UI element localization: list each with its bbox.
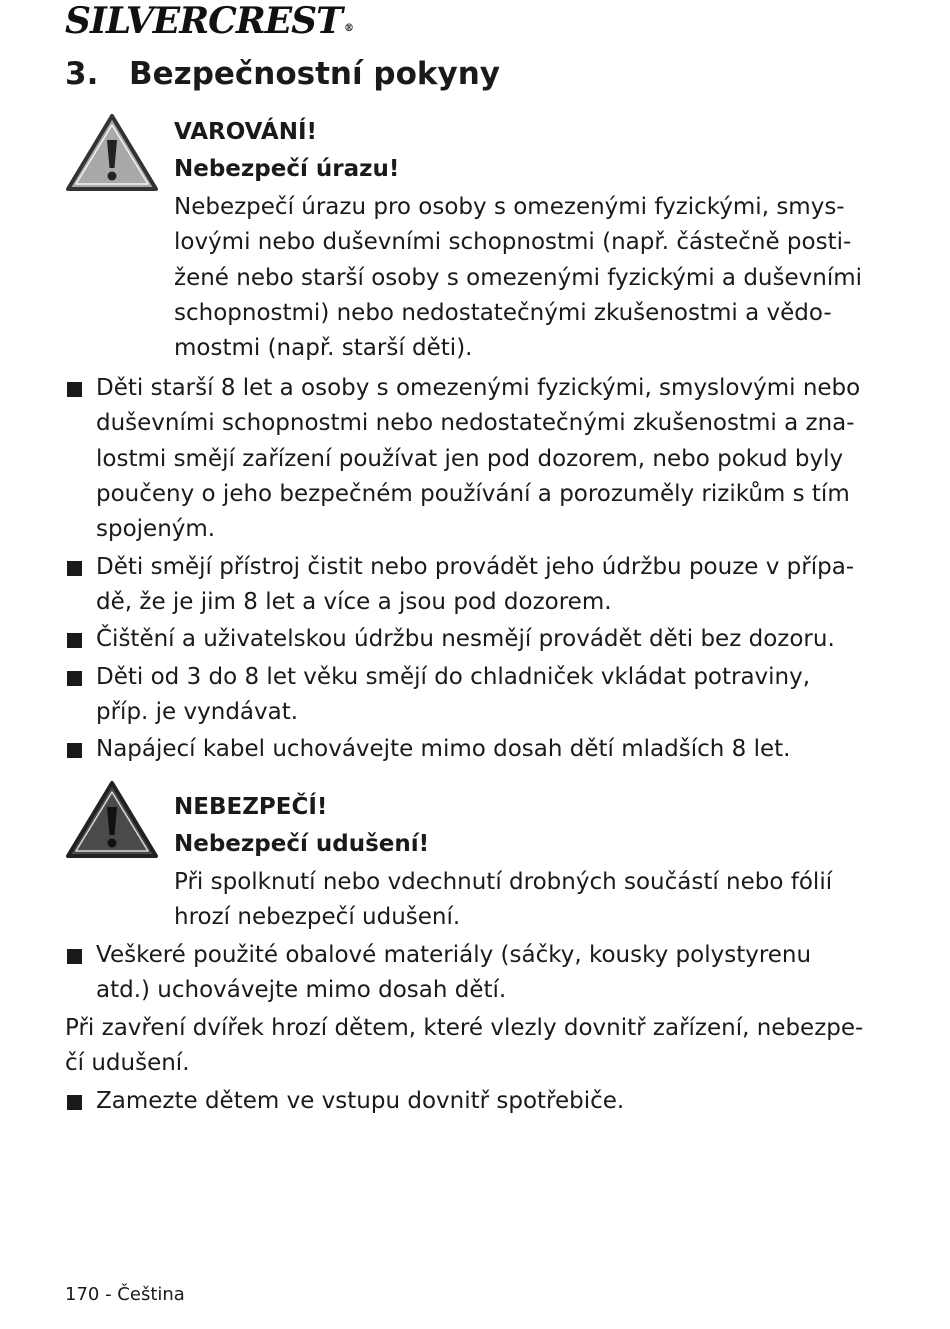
bullet-square-icon: [67, 382, 82, 397]
list-item: [65, 371, 885, 549]
page-footer: 170 - Čeština: [65, 1284, 185, 1305]
bullet-square-icon: [67, 561, 82, 576]
text-line: Při zavření dvířek hrozí dětem, které vlezly dovnitř zařízení, nebezpe-: [65, 1015, 864, 1041]
bullet-square-icon: [67, 949, 82, 964]
text-line: Děti starší 8 let a osoby s omezenými fyzickými, smyslovými nebo: [96, 375, 861, 401]
warning-triangle-icon: [65, 779, 159, 859]
text-line: schopnostmi) nebo nedostatečnými zkušenostmi a vědo-: [174, 299, 832, 326]
list-item-text: [96, 732, 886, 767]
section-heading: [65, 52, 500, 96]
warning-block-injury: [174, 114, 874, 366]
bullet-square-icon: [67, 743, 82, 758]
warning-subtitle: Nebezpečí udušení!: [174, 831, 430, 857]
list-item-text: [96, 371, 886, 547]
list-item-text: [96, 660, 886, 731]
list-item: [65, 660, 885, 732]
text-line: poučeny o jeho bezpečném používání a porozuměly rizikům s tím: [96, 480, 850, 507]
text-line: Děti smějí přístroj čistit nebo provádět jeho údržbu pouze v přípa-: [96, 554, 855, 580]
section-title: Bezpečnostní pokyny: [129, 56, 501, 92]
warning-label: VAROVÁNÍ!: [174, 119, 318, 145]
text-line: duševními schopnostmi nebo nedostatečnými zkušenostmi a zna-: [96, 410, 855, 437]
warning-text: [174, 865, 874, 936]
warning-text: [174, 190, 874, 366]
plain-paragraph: [65, 1011, 885, 1082]
text-line: lovými nebo duševními schopnostmi (např. částečně posti-: [174, 229, 852, 256]
list-item: [65, 1084, 885, 1120]
text-line: spojeným.: [96, 516, 216, 543]
text-line: Veškeré použité obalové materiály (sáčky, kousky polystyrenu: [96, 942, 812, 968]
brand-logo: [65, 0, 353, 42]
list-item-text: [96, 938, 886, 1009]
text-line: dě, že je jim 8 let a více a jsou pod dozorem.: [96, 589, 612, 616]
section-number: 3.: [65, 56, 99, 92]
text-line: mostmi (např. starší děti).: [174, 335, 473, 362]
text-line: Nebezpečí úrazu pro osoby s omezenými fyzickými, smys-: [174, 194, 845, 220]
text-line: Zamezte dětem ve vstupu dovnitř spotřebiče.: [96, 1088, 625, 1114]
list-item: [65, 732, 885, 768]
text-line: atd.) uchovávejte mimo dosah dětí.: [96, 977, 507, 1004]
warning-block-suffocation: [174, 789, 874, 936]
text-line: lostmi smějí zařízení používat jen pod dozorem, nebo pokud byly: [96, 445, 844, 472]
warning-label: NEBEZPEČÍ!: [174, 794, 328, 820]
list-item: [65, 550, 885, 622]
text-line: čí udušení.: [65, 1050, 190, 1077]
list-item-text: [96, 622, 886, 657]
warning-subtitle: Nebezpečí úrazu!: [174, 156, 400, 182]
list-item-text: [96, 1084, 886, 1119]
list-item: [65, 622, 885, 658]
text-line: Čištění a uživatelskou údržbu nesmějí provádět děti bez dozoru.: [96, 626, 835, 652]
text-line: Při spolknutí nebo vdechnutí drobných součástí nebo fólií: [174, 869, 833, 895]
list-item-text: [96, 550, 886, 621]
bullet-square-icon: [67, 671, 82, 686]
list-item: [65, 938, 885, 1010]
text-line: příp. je vyndávat.: [96, 699, 299, 726]
text-line: žené nebo starší osoby s omezenými fyzickými a duševními: [174, 264, 863, 291]
bullet-square-icon: [67, 633, 82, 648]
text-line: Napájecí kabel uchovávejte mimo dosah dětí mladších 8 let.: [96, 736, 791, 762]
text-line: hrozí nebezpečí udušení.: [174, 904, 461, 931]
brand-logo-text: SILVERCREST: [65, 0, 342, 42]
bullet-square-icon: [67, 1095, 82, 1110]
registered-mark: ®: [343, 23, 353, 34]
text-line: Děti od 3 do 8 let věku smějí do chladniček vkládat potraviny,: [96, 664, 811, 690]
warning-triangle-icon: [65, 112, 159, 192]
